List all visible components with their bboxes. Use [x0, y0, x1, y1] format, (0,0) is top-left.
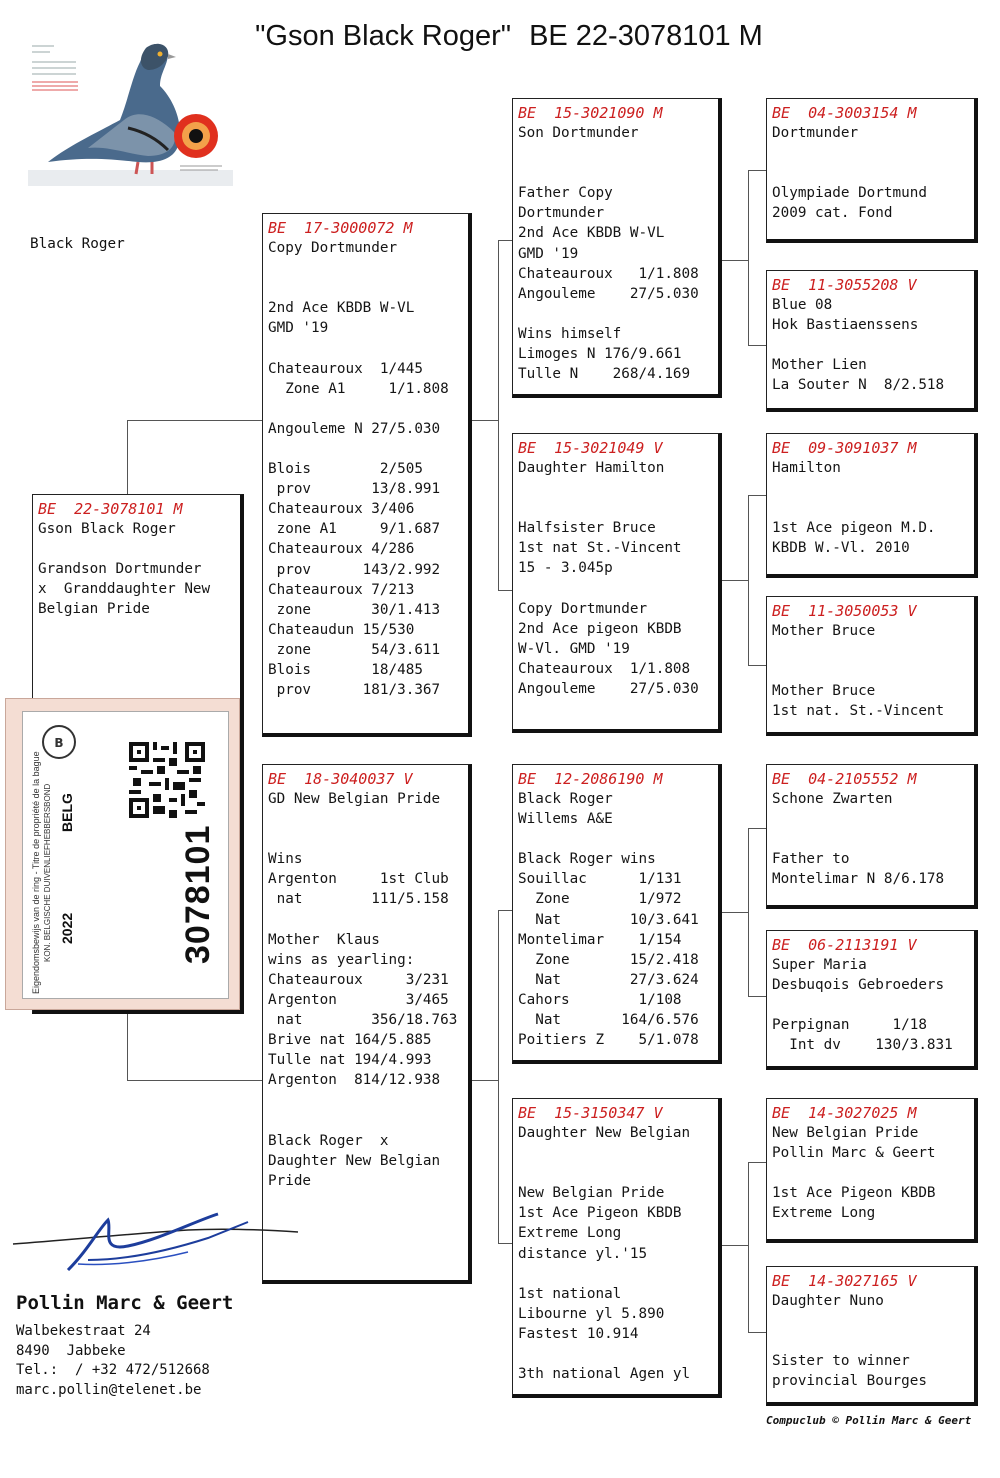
pedigree-line [772, 661, 968, 681]
pedigree-line [268, 439, 462, 459]
pedigree-line: GMD '19 [518, 245, 579, 262]
pedigree-line [772, 498, 968, 518]
pedigree-line [268, 829, 462, 849]
pedigree-line: Mother Klaus [268, 931, 380, 948]
pedigree-line: Zone 15/2.418 [518, 951, 699, 968]
pedigree-line [268, 1090, 462, 1110]
pedigree-line: 2nd Ace KBDB W-VL [518, 225, 665, 242]
pedigree-line: Black Roger [518, 791, 613, 807]
pedigree-line: Pollin Marc & Geert [772, 1145, 936, 1162]
pedigree-line [772, 829, 968, 849]
pedigree-line: Argenton 1st Club [268, 871, 449, 888]
pedigree-line: Daughter Nuno [772, 1293, 884, 1309]
pedigree-line [772, 335, 968, 355]
connector-line [748, 495, 766, 496]
connector-line [127, 1010, 128, 1080]
pedigree-line: Blois 2/505 [268, 461, 423, 478]
pedigree-line [518, 478, 712, 498]
ring-number: BE 15-3021049 V [518, 439, 663, 457]
pedigree-line: Nat 164/6.576 [518, 1012, 699, 1029]
connector-line [498, 240, 499, 590]
pedigree-line: 1st Ace Pigeon KBDB [518, 1205, 682, 1222]
ring-number: BE 14-3027025 M [772, 1104, 917, 1122]
pedigree-line [772, 163, 968, 183]
pedigree-line [518, 163, 712, 183]
ring-number: BE 11-3055208 V [772, 276, 917, 294]
pedigree-line: 15 - 3.045p [518, 560, 613, 577]
pedigree-line: Angouleme 27/5.030 [518, 681, 699, 698]
pedigree-line [268, 1111, 462, 1131]
pedigree-line [268, 809, 462, 829]
ring-number: BE 06-2113191 V [772, 936, 917, 954]
pedigree-line: Schone Zwarten [772, 791, 893, 807]
pedigree-line [268, 399, 462, 419]
pedigree-line [38, 539, 234, 559]
pedigree-line: Tulle nat 194/4.993 [268, 1052, 432, 1069]
pedigree-line [772, 1163, 968, 1183]
pedigree-line: 2nd Ace pigeon KBDB [518, 620, 682, 637]
pedigree-line [518, 304, 712, 324]
connector-line [720, 1245, 748, 1246]
connector-line [748, 828, 766, 829]
ring-card-number: 3078101 [179, 824, 217, 964]
pedigree-line [772, 1331, 968, 1351]
connector-line [748, 345, 766, 346]
connector-line [498, 1243, 512, 1244]
pedigree-box-dds [766, 1098, 978, 1243]
pedigree-line [772, 995, 968, 1015]
pedigree-line: Montelimar N 8/6.178 [772, 871, 945, 888]
pedigree-line: Copy Dortmunder [268, 240, 398, 256]
ring-card-country: BELG [59, 793, 75, 832]
pedigree-line: Montelimar 1/154 [518, 931, 682, 948]
connector-line [498, 910, 512, 911]
pedigree-line: Hamilton [772, 460, 841, 476]
pedigree-line: 1st Ace Pigeon KBDB [772, 1185, 936, 1202]
pedigree-line: New Belgian Pride [772, 1125, 919, 1141]
pedigree-box-sds [766, 433, 978, 578]
pedigree-line [518, 1264, 712, 1284]
pedigree-line: Willems A&E [518, 811, 613, 828]
pedigree-line: 2009 cat. Fond [772, 205, 893, 222]
pedigree-line: Chateauroux 1/445 [268, 360, 423, 377]
ring-number: BE 22-3078101 M [38, 500, 183, 518]
pedigree-box-dam-dam [512, 1098, 722, 1398]
pedigree-line: zone A1 9/1.687 [268, 521, 441, 538]
pedigree-box-dam-sire [512, 764, 722, 1064]
connector-line [498, 240, 512, 241]
pedigree-line: Desbuqois Gebroeders [772, 977, 945, 994]
pedigree-line: Black Roger x [268, 1132, 389, 1149]
pedigree-line: Souillac 1/131 [518, 871, 682, 888]
pedigree-line: Halfsister Bruce [518, 520, 656, 537]
connector-line [720, 912, 748, 913]
pedigree-line: GD New Belgian Pride [268, 791, 441, 807]
pedigree-line: prov 13/8.991 [268, 481, 441, 498]
connector-line [720, 260, 748, 261]
pedigree-line: prov 143/2.992 [268, 561, 441, 578]
pedigree-box-sdd [766, 596, 978, 736]
pedigree-line [268, 278, 462, 298]
pedigree-line [518, 143, 712, 163]
pedigree-line: Extreme Long [772, 1205, 876, 1222]
pedigree-line: Poitiers Z 5/1.078 [518, 1032, 699, 1049]
pedigree-line: Mother Bruce [772, 623, 876, 639]
svg-text:B: B [54, 736, 64, 750]
pedigree-line: Olympiade Dortmund [772, 185, 927, 202]
pedigree-line: Cahors 1/108 [518, 991, 682, 1008]
ring-number: BE 11-3050053 V [772, 602, 917, 620]
connector-line [127, 420, 262, 421]
ring-number: BE 18-3040037 V [268, 770, 413, 788]
owner-city: 8490 Jabbeke [16, 1342, 126, 1359]
federation-logo-icon [35, 722, 83, 762]
pedigree-line: 1st nat St.-Vincent [518, 540, 682, 557]
pedigree-line: Wins [268, 851, 303, 868]
ring-number: BE 04-3003154 M [772, 104, 917, 122]
owner-phone: Tel.: / +32 472/512668 [16, 1362, 210, 1378]
pedigree-line: Dortmunder [772, 125, 859, 141]
pedigree-box-sire-dam [512, 433, 722, 733]
pedigree-line: Chateauroux 3/231 [268, 971, 449, 988]
pedigree-line: Son Dortmunder [518, 125, 639, 141]
pedigree-line: Zone 1/972 [518, 891, 682, 908]
pedigree-box-sss [766, 98, 978, 243]
pigeon-logo [28, 28, 233, 186]
pedigree-line: zone 30/1.413 [268, 601, 441, 618]
pedigree-line: KBDB W.-Vl. 2010 [772, 540, 910, 557]
connector-line [470, 1080, 498, 1081]
ring-number: BE 17-3000072 M [268, 219, 413, 237]
pedigree-line: Chateauroux 4/286 [268, 541, 415, 558]
ring-number: BE 09-3091037 M [772, 439, 917, 457]
pedigree-line: Dortmunder [518, 205, 605, 222]
pedigree-line: Father Copy [518, 185, 613, 202]
pedigree-line: Daughter New Belgian [518, 1125, 691, 1141]
pedigree-box-sire-sire [512, 98, 722, 398]
pedigree-box-dss [766, 764, 978, 909]
ring-card-proof: Eigendomsbewijs van de ring - Titre de propriété de la bague [31, 751, 41, 994]
pedigree-line: 1st nat. St.-Vincent [772, 703, 945, 720]
pedigree-line: Pride [268, 1172, 312, 1189]
pedigree-line: Mother Bruce [772, 683, 876, 700]
pedigree-line: Mother Lien [772, 357, 867, 374]
pedigree-box-ddd [766, 1266, 978, 1406]
pedigree-line: Libourne yl 5.890 [518, 1305, 665, 1322]
ring-card-federation: KON. BELGISCHE DUIVENLIEFHEBBERSBOND [43, 783, 52, 962]
pedigree-line: Zone A1 1/1.808 [268, 380, 449, 397]
connector-line [748, 1332, 766, 1333]
pedigree-line: Chateaudun 15/530 [268, 621, 415, 638]
pedigree-line: Argenton 3/465 [268, 991, 449, 1008]
pedigree-line: Angouleme N 27/5.030 [268, 420, 441, 437]
pedigree-box-ssd [766, 270, 978, 412]
pedigree-line [772, 478, 968, 498]
pedigree-line: Daughter New Belgian [268, 1152, 441, 1169]
pedigree-line [772, 641, 968, 661]
pedigree-line: provincial Bourges [772, 1373, 927, 1390]
pedigree-line [268, 910, 462, 930]
pedigree-line [268, 258, 462, 278]
connector-line [748, 170, 766, 171]
pedigree-line: nat 356/18.763 [268, 1012, 458, 1029]
pedigree-line: nat 111/5.158 [268, 891, 449, 908]
pedigree-line: Copy Dortmunder [518, 600, 648, 617]
pedigree-line: Father to [772, 851, 850, 868]
pedigree-line [518, 829, 712, 849]
pedigree-line: Black Roger wins [518, 851, 656, 868]
title-name: "Gson Black Roger" [255, 20, 512, 52]
qr-code-icon [129, 742, 205, 818]
owner-email[interactable]: marc.pollin@telenet.be [16, 1381, 202, 1398]
signature-icon [8, 1200, 308, 1290]
pedigree-line: Daughter Hamilton [518, 460, 665, 476]
pedigree-line: Argenton 814/12.938 [268, 1072, 441, 1089]
pedigree-line: W-Vl. GMD '19 [518, 640, 630, 657]
pedigree-box-dsd [766, 930, 978, 1070]
pedigree-line: Chateauroux 3/406 [268, 501, 415, 518]
pedigree-line: GMD '19 [268, 320, 329, 337]
pedigree-line [518, 1344, 712, 1364]
pedigree-line: distance yl.'15 [518, 1245, 648, 1262]
pedigree-line: Nat 10/3.641 [518, 911, 699, 928]
pedigree-line: 1st Ace pigeon M.D. [772, 520, 936, 537]
footer-credit: Compuclub © Pollin Marc & Geert [766, 1414, 972, 1427]
ring-number: BE 14-3027165 V [772, 1272, 917, 1290]
ring-number: BE 15-3021090 M [518, 104, 663, 122]
pedigree-line [268, 338, 462, 358]
pedigree-line: La Souter N 8/2.518 [772, 377, 945, 394]
pedigree-line: Wins himself [518, 325, 622, 342]
ring-number: BE 04-2105552 M [772, 770, 917, 788]
connector-line [748, 828, 749, 996]
pedigree-line: Grandson Dortmunder [38, 561, 202, 578]
title-ring: BE 22-3078101 M [529, 20, 763, 52]
connector-line [720, 580, 748, 581]
pedigree-line: prov 181/3.367 [268, 682, 441, 699]
connector-line [498, 910, 499, 1243]
pedigree-line: zone 54/3.611 [268, 641, 441, 658]
pedigree-line: Blue 08 [772, 297, 833, 313]
ring-number: BE 15-3150347 V [518, 1104, 663, 1122]
pedigree-line: 3th national Agen yl [518, 1366, 691, 1383]
pedigree-line: Brive nat 164/5.885 [268, 1032, 432, 1049]
pedigree-line: Int dv 130/3.831 [772, 1037, 953, 1054]
pedigree-line: Hok Bastiaenssens [772, 317, 919, 334]
connector-line [748, 1162, 766, 1163]
pedigree-line: Belgian Pride [38, 601, 150, 618]
connector-line [127, 1080, 262, 1081]
pedigree-line: x Granddaughter New [38, 581, 211, 598]
pedigree-line: Perpignan 1/18 [772, 1017, 927, 1034]
pedigree-line: 2nd Ace KBDB W-VL [268, 300, 415, 317]
pedigree-line: wins as yearling: [268, 951, 415, 968]
pedigree-line: Limoges N 176/9.661 [518, 346, 682, 363]
pedigree-line: Tulle N 268/4.169 [518, 366, 691, 383]
ring-card [5, 698, 240, 1010]
connector-line [748, 1162, 749, 1332]
pedigree-line: Extreme Long [518, 1225, 622, 1242]
pedigree-line: Angouleme 27/5.030 [518, 285, 699, 302]
ring-card-inner [22, 711, 229, 999]
pedigree-line: Blois 18/485 [268, 661, 423, 678]
pedigree-line: New Belgian Pride [518, 1185, 665, 1202]
pedigree-line: Sister to winner [772, 1353, 910, 1370]
pedigree-line: Chateauroux 1/1.808 [518, 265, 699, 282]
connector-line [127, 420, 128, 496]
pedigree-line [772, 809, 968, 829]
pedigree-line [518, 1163, 712, 1183]
pedigree-line: Fastest 10.914 [518, 1325, 639, 1342]
pedigree-line [518, 1143, 712, 1163]
pedigree-line [518, 579, 712, 599]
owner-street: Walbekestraat 24 [16, 1323, 151, 1339]
pigeon-photo-icon [28, 28, 233, 186]
owner-block [16, 1292, 233, 1400]
connector-line [748, 170, 749, 345]
pedigree-line [772, 143, 968, 163]
pedigree-box-sire [262, 213, 472, 737]
connector-line [470, 420, 498, 421]
pedigree-line: 1st national [518, 1285, 622, 1302]
ring-number: BE 12-2086190 M [518, 770, 663, 788]
pedigree-line: Chateauroux 1/1.808 [518, 660, 691, 677]
nickname-label: Black Roger [30, 236, 125, 252]
ring-card-year: 2022 [59, 912, 75, 944]
pedigree-line [518, 498, 712, 518]
connector-line [748, 495, 749, 665]
connector-line [498, 590, 512, 591]
pedigree-line: Chateauroux 7/213 [268, 581, 415, 598]
connector-line [748, 996, 766, 997]
pedigree-line: Super Maria [772, 957, 867, 973]
connector-line [748, 665, 766, 666]
owner-name: Pollin Marc & Geert [16, 1292, 234, 1314]
pedigree-line: Nat 27/3.624 [518, 971, 699, 988]
pedigree-line [772, 1311, 968, 1331]
pedigree-line: Gson Black Roger [38, 521, 176, 537]
